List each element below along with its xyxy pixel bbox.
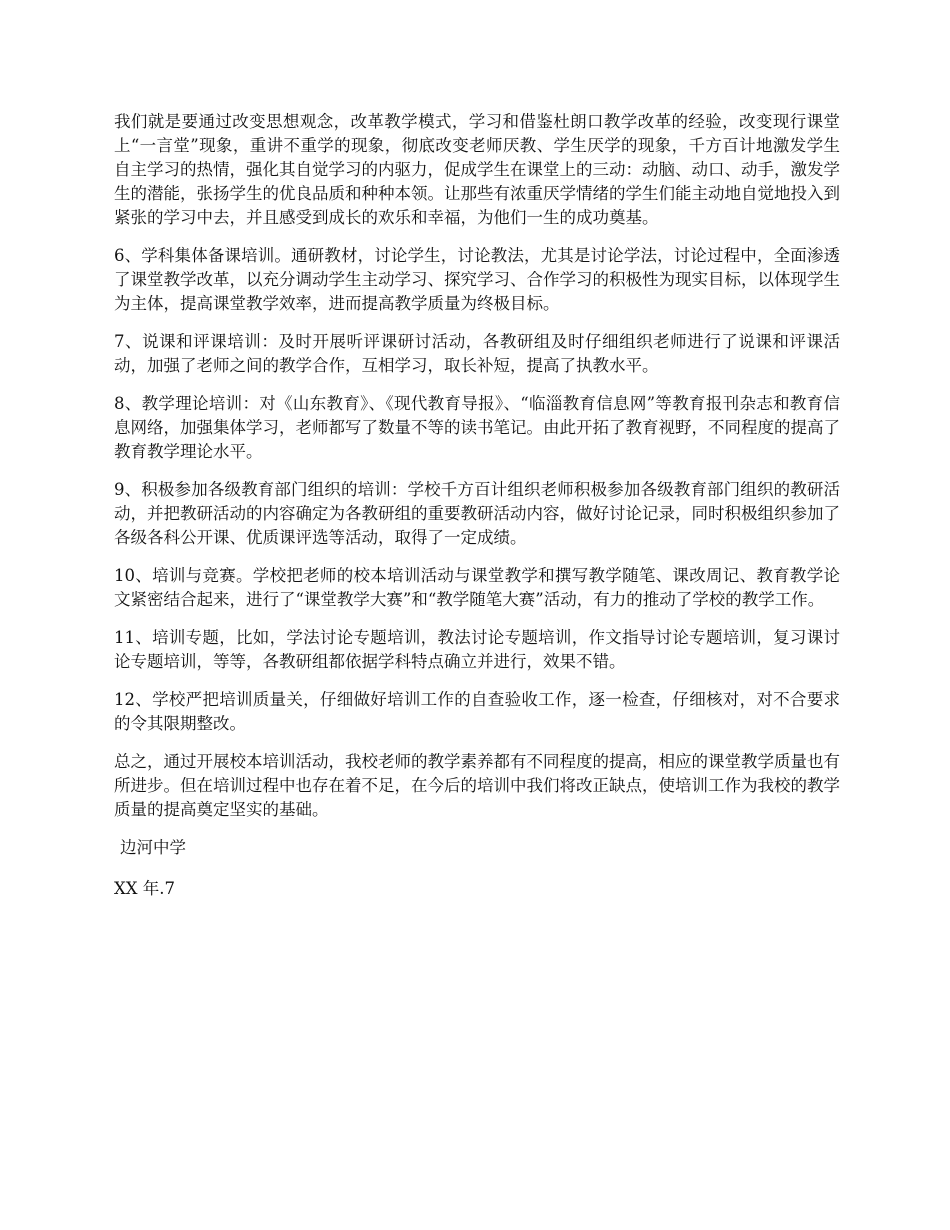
signature-school: 边河中学	[120, 838, 186, 857]
paragraph-item-12: 12、学校严把培训质量关，仔细做好培训工作的自查验收工作，逐一检查，仔细核对，对不合要求的令其限期整改。	[114, 690, 840, 733]
paragraph-item-9: 9、积极参加各级教育部门组织的培训：学校千方百计组织老师积极参加各级教育部门组织的教研活动，并把教研活动的内容确定为各教研组的重要教研活动内容，做好讨论记录，同时积极组织参加了各级各科公开课、优质课评选等活动，取得了一定成绩。	[114, 480, 840, 547]
paragraph-item-6: 6、学科集体备课培训。通研教材，讨论学生，讨论教法，尤其是讨论学法，讨论过程中，全面渗透了课堂教学改革，以充分调动学生主动学习、探究学习、合作学习的积极性为现实目标，以体现学生为主体，提高课堂教学效率，进而提高教学质量为终极目标。	[114, 246, 840, 313]
paragraph-item-10: 10、培训与竞赛。学校把老师的校本培训活动与课堂教学和撰写教学随笔、课改周记、教育教学论文紧密结合起来，进行了“课堂教学大赛”和“教学随笔大赛”活动，有力的推动了学校的教学工作。	[114, 566, 840, 609]
paragraph-conclusion: 总之，通过开展校本培训活动，我校老师的教学素养都有不同程度的提高，相应的课堂教学质量也有所进步。但在培训过程中也存在着不足，在今后的培训中我们将改正缺点，使培训工作为我校的教学质量的提高奠定坚实的基础。	[114, 752, 840, 819]
paragraph-item-7: 7、说课和评课培训：及时开展听评课研讨活动，各教研组及时仔细组织老师进行了说课和评课活动，加强了老师之间的教学合作，互相学习，取长补短，提高了执教水平。	[114, 332, 840, 375]
paragraph-intro: 我们就是要通过改变思想观念，改革教学模式，学习和借鉴杜朗口教学改革的经验，改变现行课堂上“一言堂”现象，重讲不重学的现象，彻底改变老师厌教、学生厌学的现象，千方百计地激发学生自主学习的热情，强化其自觉学习的内驱力，促成学生在课堂上的三动：动脑、动口、动手，激发学生的潜能，张扬学生的优良品质和种种本领。让那些有浓重厌学情绪的学生们能主动地自觉地投入到紧张的学习中去，并且感受到成长的欢乐和幸福，为他们一生的成功奠基。	[114, 112, 840, 227]
paragraph-item-8: 8、教学理论培训：对《山东教育》、《现代教育导报》、“临淄教育信息网”等教育报刊杂志和教育信息网络，加强集体学习，老师都写了数量不等的读书笔记。由此开拓了教育视野，不同程度的提高了教育教学理论水平。	[114, 394, 840, 461]
paragraph-item-11: 11、培训专题，比如，学法讨论专题培训，教法讨论专题培训，作文指导讨论专题培训，复习课讨论专题培训，等等，各教研组都依据学科特点确立并进行，效果不错。	[114, 628, 840, 671]
document-date: XX 年.7	[114, 879, 175, 898]
